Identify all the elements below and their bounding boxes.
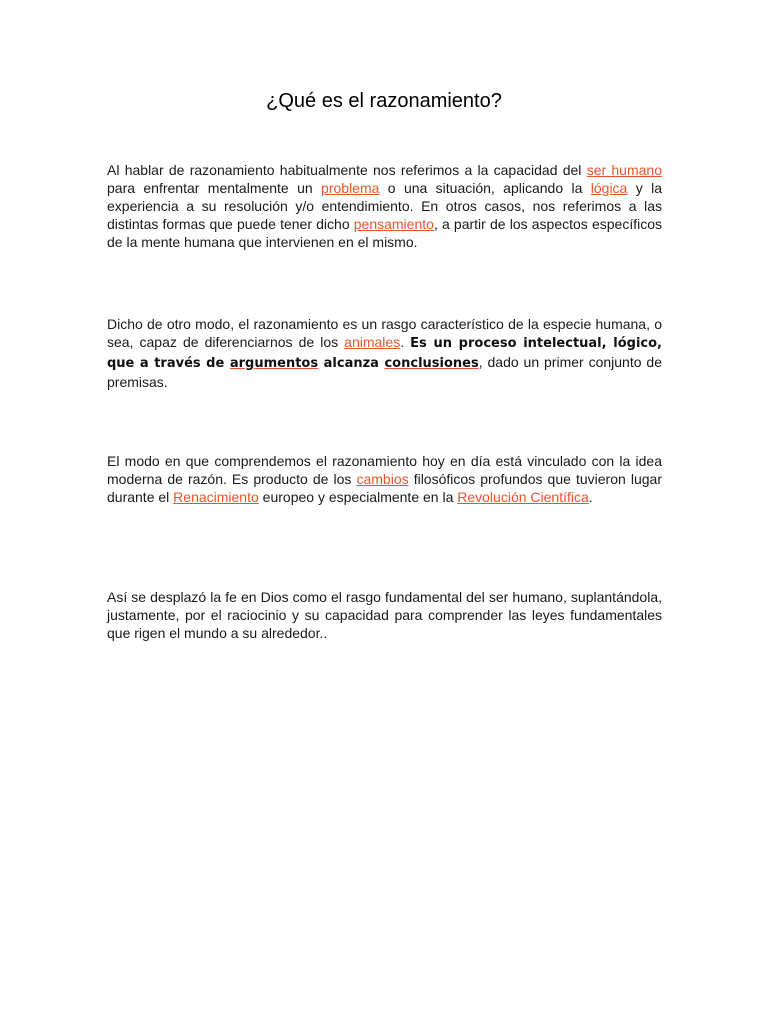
paragraph-2 (107, 315, 662, 391)
link-renacimiento[interactable]: Renacimiento (173, 489, 259, 505)
text-segment: . (400, 334, 411, 350)
link-revolucion-cientifica[interactable]: Revolución Científica (457, 489, 589, 505)
text-segment: Dicho de otro modo, el razonamiento es un rasgo característico de la especie humana, o sea, capaz de diferenciarnos de los (107, 316, 662, 350)
link-pensamiento[interactable]: pensamiento (353, 216, 434, 232)
paragraph-1 (107, 161, 662, 251)
text-segment: Al hablar de razonamiento habitualmente nos referimos a la capacidad del (107, 162, 587, 178)
text-segment: , dado un primer conjunto de premisas. (107, 354, 662, 390)
bold-text-segment: Es un proceso intelectual, lógico, que a través de (107, 336, 662, 371)
paragraph-4 (107, 588, 662, 642)
link-problema[interactable]: problema (321, 180, 380, 196)
text-segment: . (588, 489, 593, 505)
text-segment: filosóficos profundos que tuvieron lugar durante el (107, 471, 662, 505)
text-segment: , a partir de los aspectos específicos de la mente humana que intervienen en el mismo. (107, 216, 662, 250)
link-animales[interactable]: animales (344, 334, 401, 350)
text-segment: Así se desplazó la fe en Dios como el rasgo fundamental del ser humano, suplantándola, justamente, por el raciocinio y su capacidad para comprender las leyes fundamentales que rigen el mundo a su alrededor.. (107, 589, 662, 641)
text-segment: para enfrentar mentalmente un (107, 180, 322, 196)
link-cambios[interactable]: cambios (356, 471, 409, 487)
text-segment: y la experiencia a su resolución y/o entendimiento. En otros casos, nos referimos a las distintas formas que puede tener dicho (107, 180, 662, 232)
text-segment: o una situación, aplicando la (379, 180, 591, 196)
link-logica[interactable]: lógica (590, 180, 628, 196)
text-segment: El modo en que comprendemos el razonamiento hoy en día está vinculado con la idea moderna de razón. Es producto de los (107, 453, 662, 487)
bold-text-segment: alcanza (318, 356, 385, 371)
link-ser-humano[interactable]: ser humano (586, 162, 662, 178)
paragraph-3 (107, 452, 662, 506)
page-title: ¿Qué es el razonamiento? (266, 90, 502, 112)
link-argumentos[interactable]: argumentos (229, 356, 319, 371)
text-segment: europeo y especialmente en la (258, 489, 458, 505)
link-conclusiones[interactable]: conclusiones (384, 356, 479, 371)
